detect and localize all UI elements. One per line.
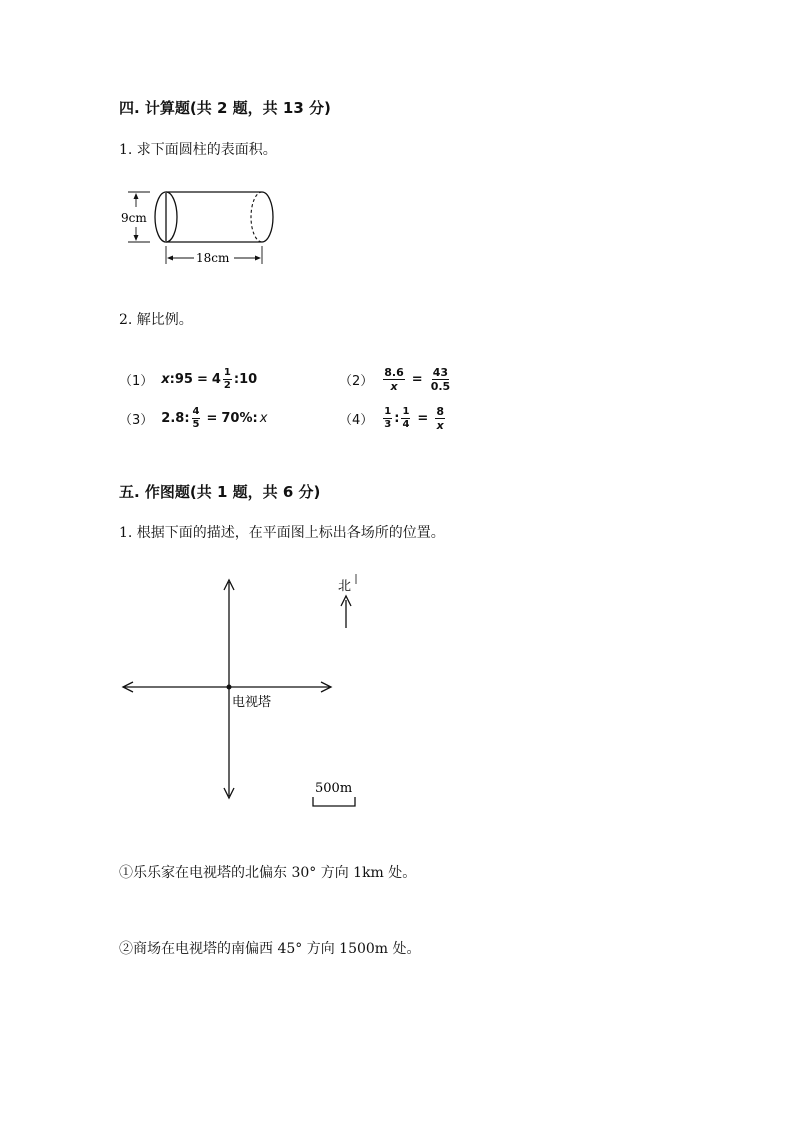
height-arrowhead-top	[134, 193, 139, 199]
height-label: 9cm	[121, 211, 147, 225]
proportion-1-label: （1）	[119, 373, 154, 389]
p4-right-fraction: $\frac{8}{x}$	[436, 404, 444, 432]
scale-bar	[313, 797, 355, 806]
height-arrowhead-bottom	[134, 235, 139, 241]
section-4-heading: 四. 计算题(共 2 题，共 13 分)	[119, 99, 331, 117]
p1-term-c-whole: 4	[211, 371, 221, 387]
proportion-1: （1） x : 95 = 4 $\frac{1}{2}$ : 10	[119, 366, 258, 391]
question-2-text: 2. 解比例。	[119, 312, 193, 328]
p1-term-d: 10	[239, 371, 258, 387]
section-5-question-1-text: 1. 根据下面的描述，在平面图上标出各场所的位置。	[119, 525, 445, 541]
p1-term-b: 95	[174, 371, 193, 387]
length-arrowhead-right	[255, 256, 261, 261]
tv-tower-label: 电视塔	[232, 695, 272, 710]
proportion-3: （3） 2.8 : $\frac{4}{5}$ = 70% : x	[119, 405, 268, 430]
p2-left-fraction: $\frac{8.6}{x}$	[384, 365, 404, 393]
p3-term-b-fraction: $\frac{4}{5}$	[192, 405, 200, 430]
p2-right-fraction: $\frac{43}{0.5}$	[430, 365, 451, 393]
question-1-text: 1. 求下面圆柱的表面积。	[119, 142, 277, 158]
proportion-2: （2） $\frac{8.6}{x}$ = $\frac{43}{0.5}$	[339, 365, 451, 393]
p3-term-d: x	[259, 410, 268, 426]
proportion-4-label: （4）	[339, 412, 374, 428]
proportion-2-label: （2）	[339, 373, 374, 389]
p4-term-a-fraction: $\frac{1}{3}$	[384, 405, 392, 430]
p1-term-a: x	[161, 371, 170, 387]
p3-term-a: 2.8	[161, 410, 185, 426]
north-label: 北	[338, 579, 352, 594]
item-1-text: ①乐乐家在电视塔的北偏东 30° 方向 1km 处。	[119, 865, 417, 881]
section-5-heading: 五. 作图题(共 1 题，共 6 分)	[119, 483, 321, 501]
p3-term-c: 70%	[221, 410, 253, 426]
proportion-3-label: （3）	[119, 412, 154, 428]
tv-tower-point	[227, 685, 232, 690]
p4-term-b-fraction: $\frac{1}{4}$	[402, 405, 410, 430]
cylinder-right-hidden-arc	[251, 192, 262, 242]
map-figure	[115, 570, 375, 810]
length-label: 18cm	[196, 251, 230, 265]
scale-label: 500m	[315, 781, 353, 796]
proportion-4: （4） $\frac{1}{3}$ : $\frac{1}{4}$ = $\frac{8}{x}$	[339, 404, 444, 432]
cylinder-right-front-arc	[262, 192, 273, 242]
p1-term-c-fraction: $\frac{1}{2}$	[223, 366, 231, 391]
cylinder-figure	[118, 182, 283, 270]
item-2-text: ②商场在电视塔的南偏西 45° 方向 1500m 处。	[119, 941, 421, 957]
length-arrowhead-left	[167, 256, 173, 261]
